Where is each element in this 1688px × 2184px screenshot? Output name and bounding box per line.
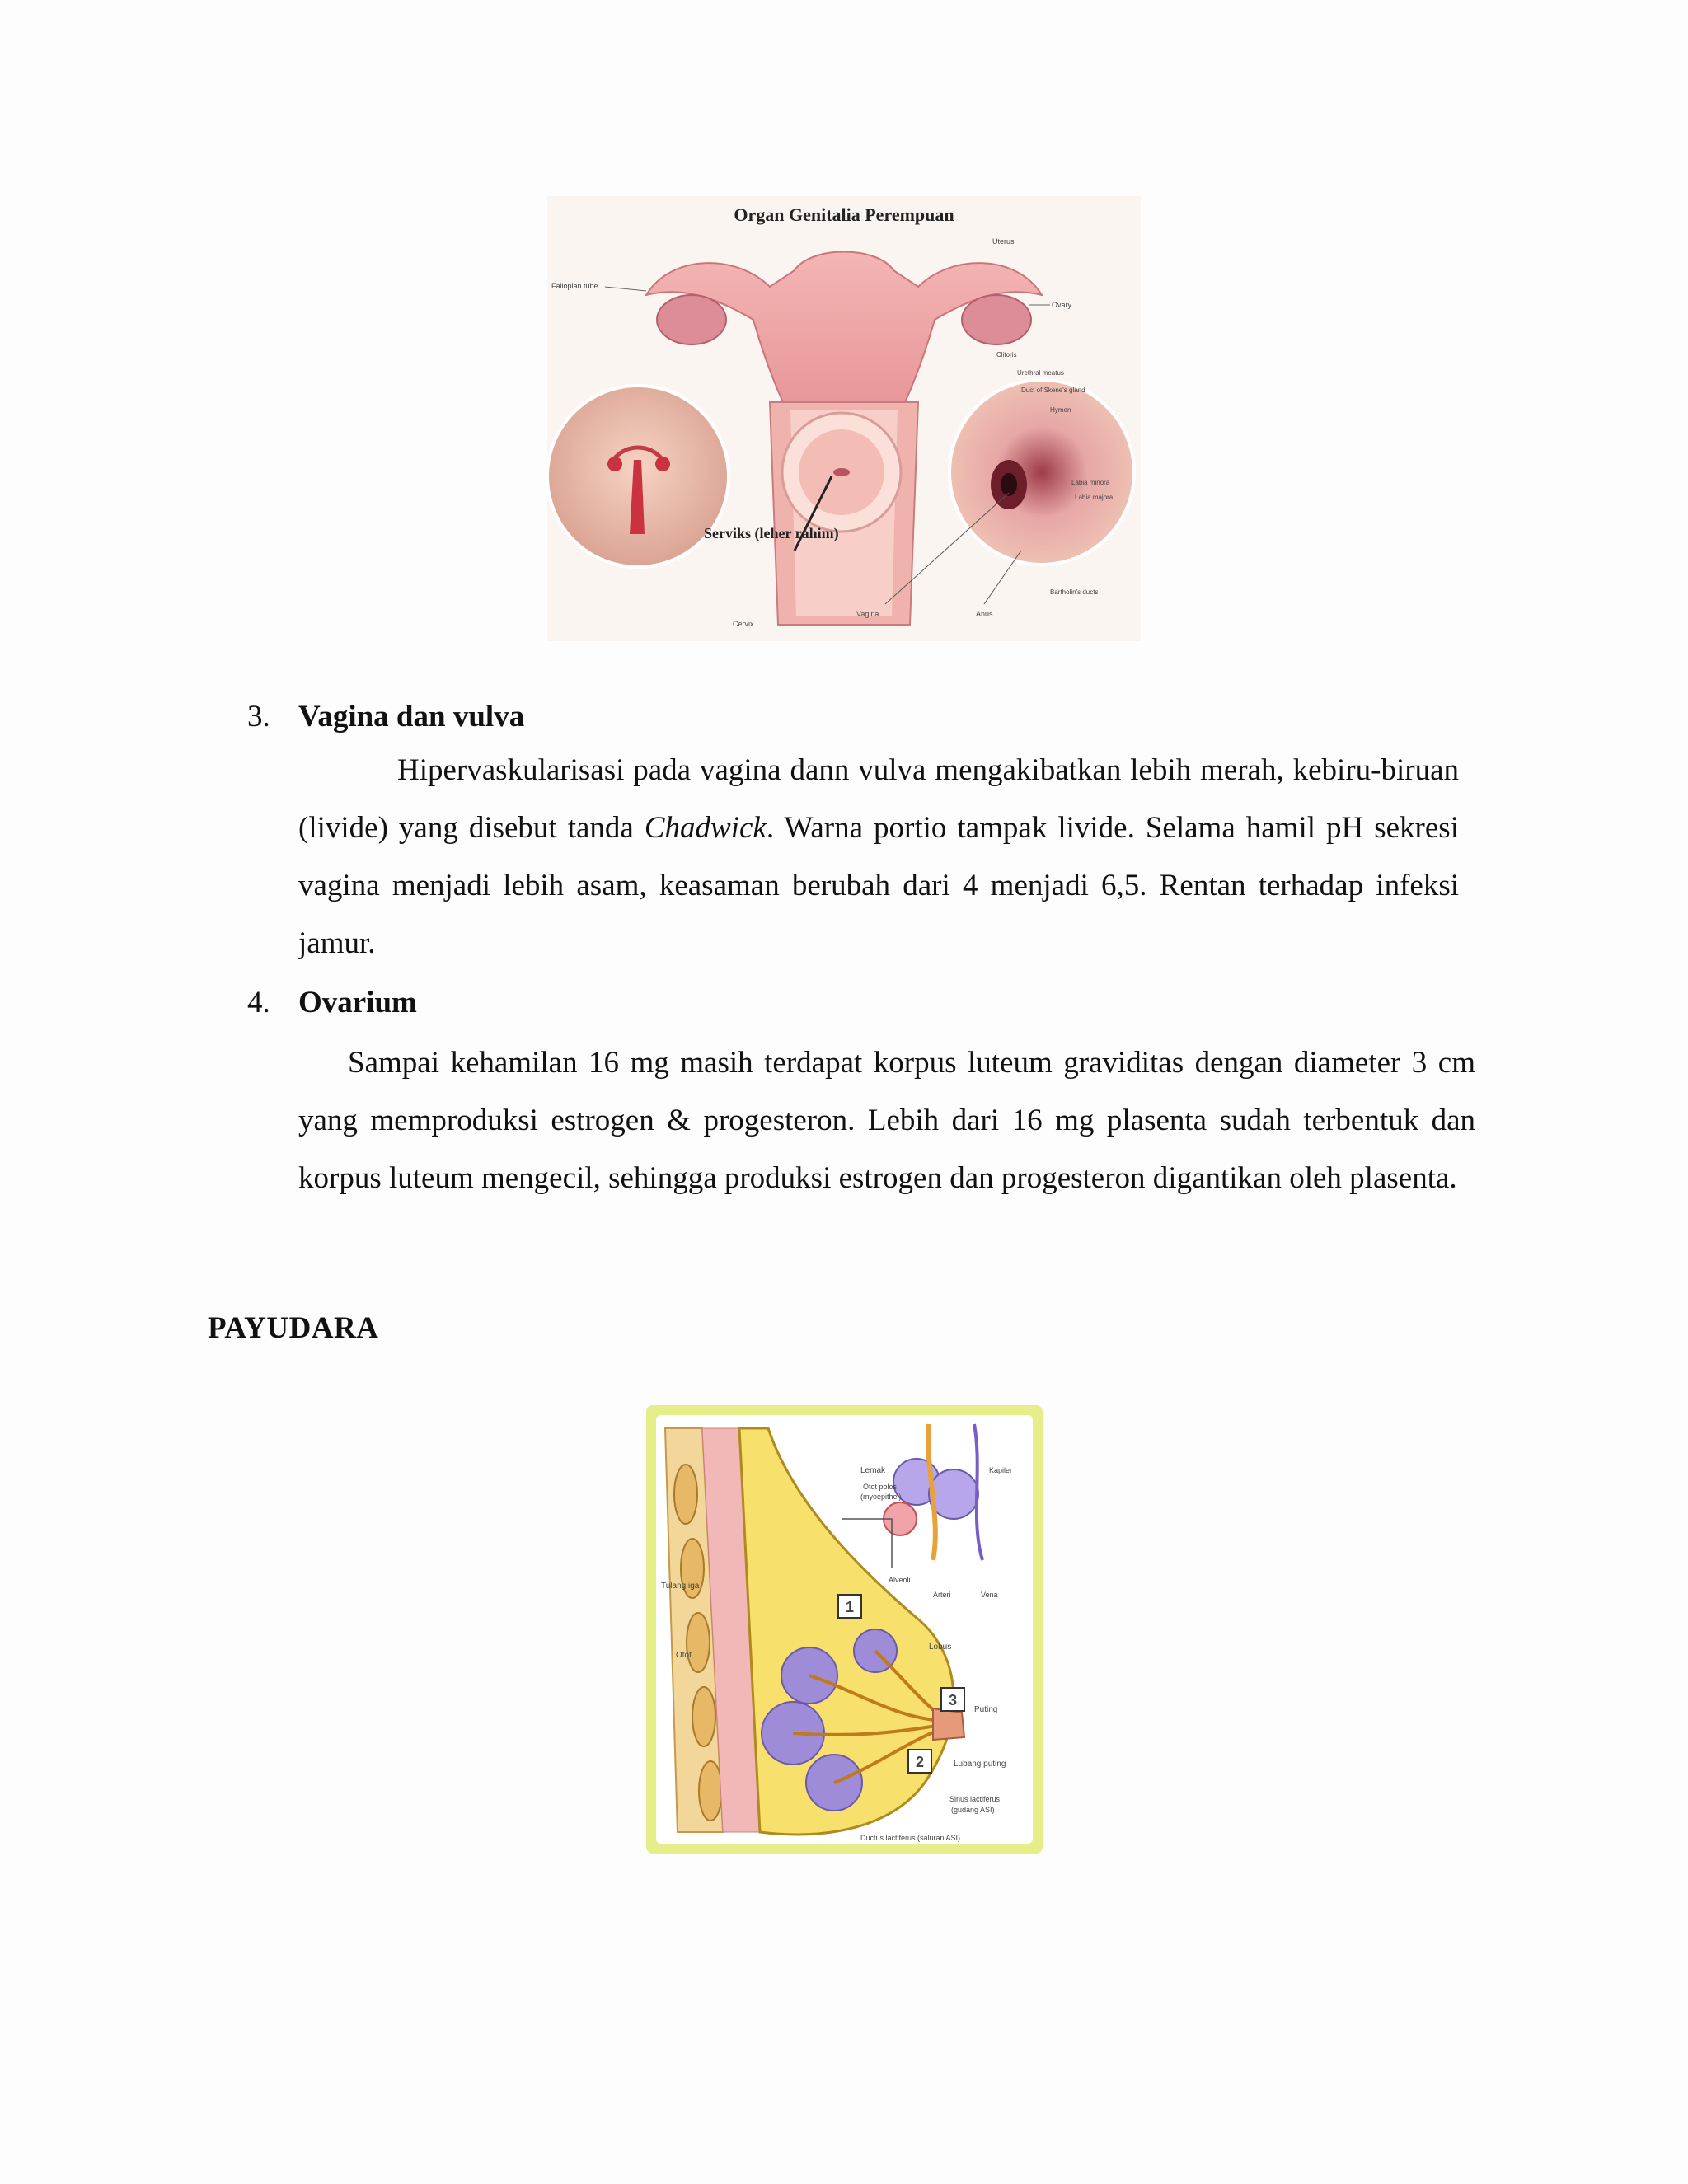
section-4-title: Ovarium: [298, 986, 417, 1019]
label-lobus: Lobus: [929, 1643, 952, 1652]
label-clitoris: Clitoris: [996, 351, 1017, 359]
section-3-paragraph: [298, 742, 1459, 972]
chadwick-term: Chadwick: [644, 811, 767, 845]
label-urethral-meatus: Urethral meatus: [1017, 369, 1064, 377]
section-4-number: 4.: [247, 986, 270, 1019]
label-otot-polos: Otot polos: [863, 1483, 898, 1491]
label-labia-minora: Labia minora: [1071, 479, 1110, 486]
marker-3: 3: [948, 1692, 958, 1708]
label-puting: Puting: [974, 1705, 998, 1714]
label-kapiler: Kapiler: [989, 1466, 1013, 1474]
label-lubang-puting: Lubang puting: [954, 1760, 1006, 1769]
label-tulang-iga: Tulang iga: [661, 1582, 700, 1591]
payudara-heading: PAYUDARA: [208, 1311, 379, 1345]
label-labia-majora: Labia majora: [1075, 494, 1114, 501]
label-gudang: (gudang ASI): [951, 1806, 995, 1814]
section-3-text-b: . Warna portio tampak livide. Selama hamil pH sekresi vagina menjadi lebih asam, keasaman berubah dari 4 menjadi 6,5. Rentan terhadap infeksi jamur.: [298, 811, 1459, 960]
marker-1: 1: [845, 1599, 855, 1615]
label-bartholins-ducts: Bartholin's ducts: [1050, 588, 1099, 596]
cervix-callout: Serviks (leher rahim): [704, 525, 839, 541]
label-cervix: Cervix: [733, 620, 754, 628]
label-alveoli: Alveoli: [889, 1576, 911, 1584]
label-fallopian-tube: Fallopian tube: [551, 282, 598, 290]
left-ovary-shape: [657, 295, 726, 344]
label-arteri: Arteri: [933, 1591, 951, 1599]
figure1-title: Organ Genitalia Perempuan: [734, 204, 954, 225]
label-vena: Vena: [981, 1591, 998, 1599]
section-3-number: 3.: [247, 700, 270, 733]
label-anus: Anus: [976, 610, 993, 618]
label-skenes-gland: Duct of Skene's gland: [1021, 387, 1085, 394]
section-3-text-a: Hipervaskularisasi pada vagina dann vulva mengakibatkan lebih merah, kebiru-biruan (livide) yang disebut tanda: [298, 753, 1459, 845]
label-hymen: Hymen: [1050, 406, 1071, 414]
label-vagina: Vagina: [856, 610, 879, 618]
right-ovary-shape: [962, 295, 1031, 344]
section-3-title: Vagina dan vulva: [298, 700, 525, 733]
label-uterus: Uterus: [992, 237, 1015, 246]
breast-anatomy-figure: [645, 1404, 1044, 1855]
label-otot: Otot: [676, 1651, 692, 1660]
label-ductus: Ductus lactiferus (saluran ASI): [860, 1834, 961, 1842]
section-4-paragraph: Sampai kehamilan 16 mg masih terdapat korpus luteum graviditas dengan diameter 3 cm yang memproduksi estrogen & progesteron. Lebih dari 16 mg plasenta sudah terbentuk dan korpus luteum mengecil, sehingga produksi estrogen dan progesteron digantikan oleh plasenta.: [298, 1046, 1475, 1195]
marker-2: 2: [915, 1754, 925, 1770]
label-ovary: Ovary: [1052, 301, 1072, 309]
label-myoepithel: (myoepithel): [860, 1493, 902, 1501]
female-genital-organs-figure: [547, 196, 1141, 641]
label-sinus: Sinus lactiferus: [950, 1795, 1001, 1803]
label-lemak: Lemak: [860, 1466, 886, 1475]
